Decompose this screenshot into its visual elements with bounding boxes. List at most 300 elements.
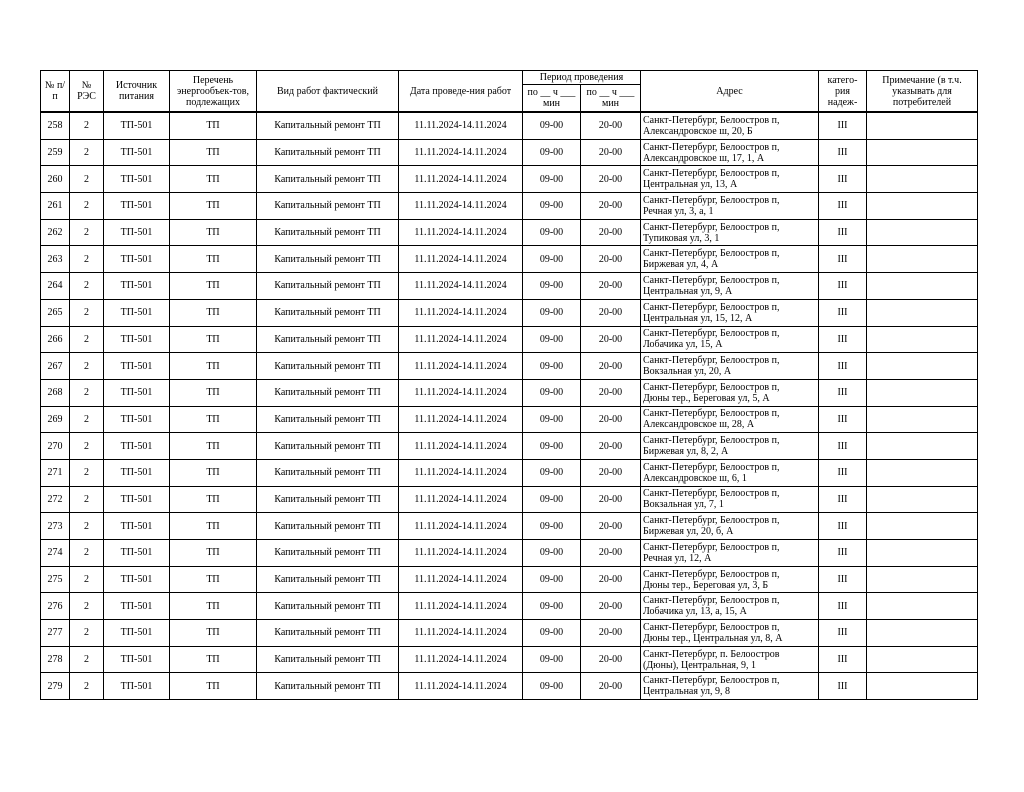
address-line-1: Санкт-Петербург, Белоостров п, (643, 621, 780, 633)
cell-date: 11.11.2024-14.11.2024 (399, 593, 523, 620)
cell-res: 2 (70, 166, 104, 193)
cell-object: ТП (170, 566, 257, 593)
table-row (41, 486, 978, 513)
cell-res: 2 (70, 299, 104, 326)
cell-category: III (819, 112, 867, 139)
cell-res: 2 (70, 673, 104, 700)
cell-object: ТП (170, 620, 257, 647)
cell-category: III (819, 620, 867, 647)
cell-date: 11.11.2024-14.11.2024 (399, 566, 523, 593)
table-row (41, 193, 978, 220)
cell-work-type: Капитальный ремонт ТП (257, 139, 399, 166)
cell-from: 09-00 (523, 299, 581, 326)
address-line-1: Санкт-Петербург, Белоостров п, (643, 515, 780, 527)
cell-to: 20-00 (581, 112, 641, 139)
cell-num: 268 (41, 379, 70, 406)
cell-res: 2 (70, 406, 104, 433)
address-line-2: Центральная ул, 9, 8 (643, 686, 731, 698)
cell-res: 2 (70, 379, 104, 406)
table-row (41, 540, 978, 567)
cell-date: 11.11.2024-14.11.2024 (399, 326, 523, 353)
address-line-2: Дюны тер., Береговая ул, 5, А (643, 392, 770, 404)
table-row (41, 620, 978, 647)
cell-address (641, 193, 819, 220)
cell-work-type: Капитальный ремонт ТП (257, 166, 399, 193)
cell-from: 09-00 (523, 139, 581, 166)
cell-note (867, 433, 978, 460)
cell-category: III (819, 219, 867, 246)
cell-to: 20-00 (581, 406, 641, 433)
cell-work-type: Капитальный ремонт ТП (257, 433, 399, 460)
cell-source: ТП-501 (104, 166, 170, 193)
cell-source: ТП-501 (104, 540, 170, 567)
table-row (41, 433, 978, 460)
cell-object: ТП (170, 433, 257, 460)
cell-from: 09-00 (523, 620, 581, 647)
cell-to: 20-00 (581, 540, 641, 567)
cell-date: 11.11.2024-14.11.2024 (399, 486, 523, 513)
cell-source: ТП-501 (104, 139, 170, 166)
cell-object: ТП (170, 326, 257, 353)
cell-note (867, 193, 978, 220)
address-line-2: Речная ул, 3, а, 1 (643, 205, 714, 217)
address-line-1: Санкт-Петербург, Белоостров п, (643, 568, 780, 580)
cell-object: ТП (170, 139, 257, 166)
address-line-2: Вокзальная ул, 20, А (643, 366, 732, 378)
cell-object: ТП (170, 166, 257, 193)
cell-num: 259 (41, 139, 70, 166)
cell-address (641, 112, 819, 139)
cell-num: 261 (41, 193, 70, 220)
cell-num: 279 (41, 673, 70, 700)
cell-object: ТП (170, 406, 257, 433)
cell-source: ТП-501 (104, 326, 170, 353)
table-row (41, 326, 978, 353)
cell-work-type: Капитальный ремонт ТП (257, 540, 399, 567)
cell-num: 258 (41, 112, 70, 139)
address-line-1: Санкт-Петербург, Белоостров п, (643, 675, 780, 687)
cell-note (867, 273, 978, 300)
cell-to: 20-00 (581, 513, 641, 540)
address-line-1: Санкт-Петербург, Белоостров п, (643, 274, 780, 286)
cell-source: ТП-501 (104, 246, 170, 273)
cell-from: 09-00 (523, 166, 581, 193)
cell-date: 11.11.2024-14.11.2024 (399, 299, 523, 326)
cell-from: 09-00 (523, 193, 581, 220)
cell-work-type: Капитальный ремонт ТП (257, 273, 399, 300)
cell-to: 20-00 (581, 566, 641, 593)
cell-source: ТП-501 (104, 673, 170, 700)
cell-to: 20-00 (581, 273, 641, 300)
cell-num: 273 (41, 513, 70, 540)
cell-date: 11.11.2024-14.11.2024 (399, 433, 523, 460)
cell-from: 09-00 (523, 326, 581, 353)
cell-note (867, 112, 978, 139)
cell-address (641, 219, 819, 246)
cell-from: 09-00 (523, 540, 581, 567)
cell-category: III (819, 433, 867, 460)
cell-note (867, 593, 978, 620)
cell-address (641, 139, 819, 166)
cell-object: ТП (170, 486, 257, 513)
cell-address (641, 646, 819, 673)
cell-date: 11.11.2024-14.11.2024 (399, 219, 523, 246)
cell-num: 277 (41, 620, 70, 647)
address-line-1: Санкт-Петербург, Белоостров п, (643, 488, 780, 500)
cell-source: ТП-501 (104, 273, 170, 300)
cell-to: 20-00 (581, 246, 641, 273)
table-row (41, 459, 978, 486)
cell-to: 20-00 (581, 219, 641, 246)
cell-work-type: Капитальный ремонт ТП (257, 486, 399, 513)
cell-date: 11.11.2024-14.11.2024 (399, 646, 523, 673)
address-line-2: Центральная ул, 13, А (643, 179, 738, 191)
cell-note (867, 459, 978, 486)
cell-object: ТП (170, 513, 257, 540)
table-row (41, 379, 978, 406)
address-line-1: Санкт-Петербург, Белоостров п, (643, 355, 780, 367)
cell-to: 20-00 (581, 459, 641, 486)
cell-num: 270 (41, 433, 70, 460)
cell-from: 09-00 (523, 593, 581, 620)
cell-date: 11.11.2024-14.11.2024 (399, 673, 523, 700)
cell-date: 11.11.2024-14.11.2024 (399, 139, 523, 166)
cell-from: 09-00 (523, 459, 581, 486)
header-objects: Перечень энергообъек-тов, подлежащих (170, 71, 257, 113)
cell-source: ТП-501 (104, 566, 170, 593)
cell-note (867, 566, 978, 593)
cell-res: 2 (70, 566, 104, 593)
cell-object: ТП (170, 646, 257, 673)
address-line-1: Санкт-Петербург, Белоостров п, (643, 301, 780, 313)
cell-work-type: Капитальный ремонт ТП (257, 593, 399, 620)
header-to: по __ ч ___ мин (581, 85, 641, 113)
cell-address (641, 433, 819, 460)
cell-date: 11.11.2024-14.11.2024 (399, 620, 523, 647)
cell-date: 11.11.2024-14.11.2024 (399, 540, 523, 567)
address-line-1: Санкт-Петербург, Белоостров п, (643, 461, 780, 473)
cell-source: ТП-501 (104, 646, 170, 673)
address-line-2: (Дюны), Центральная, 9, 1 (643, 659, 756, 671)
cell-work-type: Капитальный ремонт ТП (257, 459, 399, 486)
table-row (41, 273, 978, 300)
cell-note (867, 166, 978, 193)
cell-category: III (819, 459, 867, 486)
cell-res: 2 (70, 353, 104, 380)
cell-from: 09-00 (523, 646, 581, 673)
cell-address (641, 486, 819, 513)
cell-category: III (819, 353, 867, 380)
cell-object: ТП (170, 299, 257, 326)
address-line-2: Центральная ул, 15, 12, А (643, 312, 753, 324)
cell-note (867, 353, 978, 380)
cell-note (867, 139, 978, 166)
cell-category: III (819, 406, 867, 433)
cell-res: 2 (70, 246, 104, 273)
cell-num: 271 (41, 459, 70, 486)
cell-num: 275 (41, 566, 70, 593)
cell-to: 20-00 (581, 193, 641, 220)
table-row (41, 566, 978, 593)
cell-num: 260 (41, 166, 70, 193)
cell-date: 11.11.2024-14.11.2024 (399, 193, 523, 220)
cell-work-type: Капитальный ремонт ТП (257, 112, 399, 139)
cell-source: ТП-501 (104, 193, 170, 220)
cell-note (867, 299, 978, 326)
cell-address (641, 379, 819, 406)
cell-source: ТП-501 (104, 620, 170, 647)
cell-note (867, 326, 978, 353)
cell-num: 272 (41, 486, 70, 513)
cell-address (641, 593, 819, 620)
cell-source: ТП-501 (104, 353, 170, 380)
cell-to: 20-00 (581, 139, 641, 166)
address-line-1: Санкт-Петербург, Белоостров п, (643, 435, 780, 447)
cell-source: ТП-501 (104, 513, 170, 540)
address-line-2: Дюны тер., Центральная ул, 8, А (643, 632, 783, 644)
header-from: по __ ч ___ мин (523, 85, 581, 113)
address-line-2: Речная ул, 12, А (643, 552, 712, 564)
cell-res: 2 (70, 513, 104, 540)
cell-source: ТП-501 (104, 406, 170, 433)
cell-note (867, 673, 978, 700)
header-source: Источник питания (104, 71, 170, 113)
table-row (41, 353, 978, 380)
cell-to: 20-00 (581, 166, 641, 193)
cell-object: ТП (170, 673, 257, 700)
cell-res: 2 (70, 433, 104, 460)
cell-address (641, 540, 819, 567)
address-line-2: Лобачика ул, 13, а, 15, А (643, 606, 747, 618)
cell-res: 2 (70, 326, 104, 353)
cell-source: ТП-501 (104, 112, 170, 139)
cell-from: 09-00 (523, 353, 581, 380)
cell-date: 11.11.2024-14.11.2024 (399, 246, 523, 273)
cell-from: 09-00 (523, 219, 581, 246)
header-category: катего-рия надеж- (819, 71, 867, 113)
cell-object: ТП (170, 219, 257, 246)
cell-category: III (819, 166, 867, 193)
address-line-1: Санкт-Петербург, Белоостров п, (643, 168, 780, 180)
cell-note (867, 540, 978, 567)
cell-address (641, 273, 819, 300)
cell-from: 09-00 (523, 566, 581, 593)
address-line-2: Александровское ш, 6, 1 (643, 472, 747, 484)
table-row (41, 246, 978, 273)
cell-object: ТП (170, 540, 257, 567)
address-line-2: Лобачика ул, 15, А (643, 339, 723, 351)
cell-address (641, 620, 819, 647)
address-line-1: Санкт-Петербург, Белоостров п, (643, 541, 780, 553)
cell-address (641, 513, 819, 540)
cell-res: 2 (70, 593, 104, 620)
cell-res: 2 (70, 219, 104, 246)
cell-from: 09-00 (523, 246, 581, 273)
table-row (41, 219, 978, 246)
cell-from: 09-00 (523, 406, 581, 433)
cell-num: 266 (41, 326, 70, 353)
address-line-2: Дюны тер., Береговая ул, 3, Б (643, 579, 769, 591)
cell-address (641, 326, 819, 353)
cell-res: 2 (70, 193, 104, 220)
cell-source: ТП-501 (104, 593, 170, 620)
cell-address (641, 246, 819, 273)
table-body (41, 112, 978, 700)
cell-work-type: Капитальный ремонт ТП (257, 513, 399, 540)
cell-source: ТП-501 (104, 379, 170, 406)
cell-from: 09-00 (523, 486, 581, 513)
cell-note (867, 646, 978, 673)
table-row (41, 299, 978, 326)
address-line-2: Александровское ш, 20, Б (643, 125, 753, 137)
cell-from: 09-00 (523, 379, 581, 406)
address-line-2: Александровское ш, 28, А (643, 419, 755, 431)
schedule-table (40, 70, 978, 700)
cell-res: 2 (70, 273, 104, 300)
address-line-2: Центральная ул, 9, А (643, 285, 733, 297)
cell-source: ТП-501 (104, 459, 170, 486)
address-line-1: Санкт-Петербург, Белоостров п, (643, 194, 780, 206)
address-line-1: Санкт-Петербург, Белоостров п, (643, 328, 780, 340)
cell-object: ТП (170, 273, 257, 300)
cell-work-type: Капитальный ремонт ТП (257, 646, 399, 673)
cell-work-type: Капитальный ремонт ТП (257, 566, 399, 593)
cell-note (867, 513, 978, 540)
cell-num: 263 (41, 246, 70, 273)
address-line-1: Санкт-Петербург, Белоостров п, (643, 248, 780, 260)
cell-to: 20-00 (581, 379, 641, 406)
cell-work-type: Капитальный ремонт ТП (257, 353, 399, 380)
cell-category: III (819, 379, 867, 406)
address-line-1: Санкт-Петербург, Белоостров п, (643, 408, 780, 420)
table-row (41, 513, 978, 540)
cell-res: 2 (70, 486, 104, 513)
table-row (41, 646, 978, 673)
cell-category: III (819, 486, 867, 513)
cell-to: 20-00 (581, 673, 641, 700)
header-address: Адрес (641, 71, 819, 113)
cell-object: ТП (170, 379, 257, 406)
cell-work-type: Капитальный ремонт ТП (257, 219, 399, 246)
cell-object: ТП (170, 246, 257, 273)
address-line-2: Биржевая ул, 20, б, А (643, 526, 734, 538)
address-line-1: Санкт-Петербург, Белоостров п, (643, 141, 780, 153)
cell-category: III (819, 513, 867, 540)
cell-res: 2 (70, 620, 104, 647)
address-line-2: Биржевая ул, 4, А (643, 259, 719, 271)
cell-work-type: Капитальный ремонт ТП (257, 246, 399, 273)
cell-work-type: Капитальный ремонт ТП (257, 620, 399, 647)
cell-res: 2 (70, 540, 104, 567)
cell-address (641, 166, 819, 193)
cell-note (867, 246, 978, 273)
cell-to: 20-00 (581, 620, 641, 647)
cell-note (867, 620, 978, 647)
address-line-1: Санкт-Петербург, Белоостров п, (643, 595, 780, 607)
cell-object: ТП (170, 193, 257, 220)
cell-source: ТП-501 (104, 299, 170, 326)
address-line-1: Санкт-Петербург, Белоостров п, (643, 221, 780, 233)
cell-address (641, 406, 819, 433)
cell-work-type: Капитальный ремонт ТП (257, 406, 399, 433)
header-num: № п/п (41, 71, 70, 113)
header-res: № РЭС (70, 71, 104, 113)
table-row (41, 112, 978, 139)
cell-date: 11.11.2024-14.11.2024 (399, 112, 523, 139)
cell-category: III (819, 540, 867, 567)
cell-source: ТП-501 (104, 433, 170, 460)
cell-from: 09-00 (523, 673, 581, 700)
cell-note (867, 379, 978, 406)
address-line-2: Тупиковая ул, 3, 1 (643, 232, 720, 244)
cell-num: 276 (41, 593, 70, 620)
cell-num: 265 (41, 299, 70, 326)
cell-address (641, 353, 819, 380)
header-work-type: Вид работ фактический (257, 71, 399, 113)
cell-category: III (819, 673, 867, 700)
cell-object: ТП (170, 593, 257, 620)
cell-date: 11.11.2024-14.11.2024 (399, 459, 523, 486)
cell-work-type: Капитальный ремонт ТП (257, 299, 399, 326)
cell-work-type: Капитальный ремонт ТП (257, 379, 399, 406)
cell-date: 11.11.2024-14.11.2024 (399, 166, 523, 193)
cell-object: ТП (170, 353, 257, 380)
cell-num: 269 (41, 406, 70, 433)
cell-address (641, 673, 819, 700)
cell-from: 09-00 (523, 513, 581, 540)
address-line-1: Санкт-Петербург, Белоостров п, (643, 381, 780, 393)
cell-category: III (819, 566, 867, 593)
table-header (41, 71, 978, 113)
cell-category: III (819, 646, 867, 673)
cell-to: 20-00 (581, 593, 641, 620)
cell-category: III (819, 139, 867, 166)
cell-res: 2 (70, 459, 104, 486)
table-row (41, 166, 978, 193)
cell-note (867, 486, 978, 513)
cell-date: 11.11.2024-14.11.2024 (399, 379, 523, 406)
cell-address (641, 566, 819, 593)
cell-object: ТП (170, 112, 257, 139)
cell-to: 20-00 (581, 299, 641, 326)
cell-category: III (819, 593, 867, 620)
cell-work-type: Капитальный ремонт ТП (257, 193, 399, 220)
cell-address (641, 299, 819, 326)
cell-from: 09-00 (523, 433, 581, 460)
cell-num: 264 (41, 273, 70, 300)
cell-source: ТП-501 (104, 486, 170, 513)
cell-category: III (819, 326, 867, 353)
cell-source: ТП-501 (104, 219, 170, 246)
cell-work-type: Капитальный ремонт ТП (257, 326, 399, 353)
cell-date: 11.11.2024-14.11.2024 (399, 406, 523, 433)
header-date: Дата проведе-ния работ (399, 71, 523, 113)
address-line-2: Вокзальная ул, 7, 1 (643, 499, 724, 511)
cell-date: 11.11.2024-14.11.2024 (399, 353, 523, 380)
address-line-1: Санкт-Петербург, п. Белоостров (643, 648, 780, 660)
cell-note (867, 219, 978, 246)
cell-res: 2 (70, 139, 104, 166)
cell-category: III (819, 273, 867, 300)
cell-to: 20-00 (581, 353, 641, 380)
cell-to: 20-00 (581, 433, 641, 460)
cell-to: 20-00 (581, 486, 641, 513)
table-row (41, 593, 978, 620)
cell-num: 267 (41, 353, 70, 380)
cell-num: 274 (41, 540, 70, 567)
cell-from: 09-00 (523, 273, 581, 300)
cell-work-type: Капитальный ремонт ТП (257, 673, 399, 700)
